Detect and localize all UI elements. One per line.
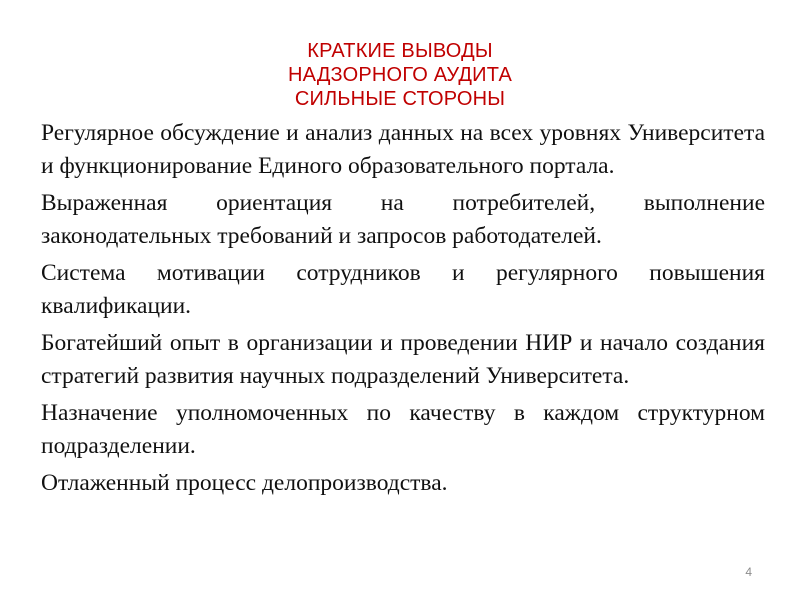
page-number: 4	[745, 565, 752, 579]
slide-title	[0, 39, 800, 111]
title-line-3: СИЛЬНЫЕ СТОРОНЫ	[294, 88, 506, 110]
paragraph-motivation: Система мотивации сотрудников и регулярного повышения квалификации.	[41, 260, 765, 319]
title-line-2: НАДЗОРНОГО АУДИТА	[287, 64, 513, 86]
paragraph-customer-orientation: Выраженная ориентация на потребителей, выполнение законодательных требований и запросов работодателей.	[41, 190, 765, 249]
paragraph-quality-officers: Назначение уполномоченных по качеству в каждом структурном подразделении.	[41, 400, 765, 459]
paragraph-research-experience: Богатейший опыт в организации и проведении НИР и начало создания стратегий развития научных подразделений Университета.	[41, 330, 765, 389]
paragraph-discussion: Регулярное обсуждение и анализ данных на всех уровнях Университета и функционирование Единого образовательного портала.	[41, 120, 765, 179]
title-line-1: КРАТКИЕ ВЫВОДЫ	[307, 40, 493, 62]
paragraph-document-workflow: Отлаженный процесс делопроизводства.	[41, 470, 448, 496]
slide-body	[41, 117, 765, 504]
